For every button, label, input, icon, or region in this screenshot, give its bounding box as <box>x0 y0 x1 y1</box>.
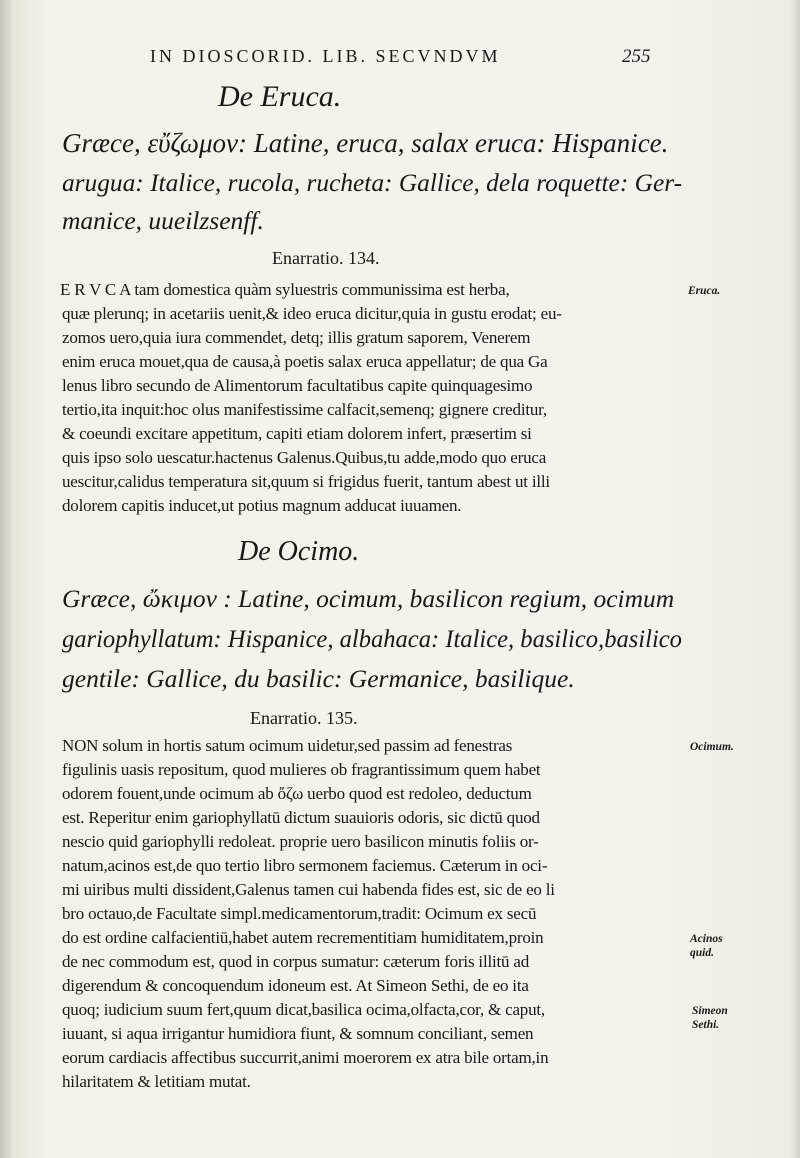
body-line: dolorem capitis inducet,ut potius magnum adducat iuuamen. <box>62 496 462 515</box>
body-line: E R V C A tam domestica quàm syluestris communissima est herba, <box>60 280 510 299</box>
page-number: 255 <box>622 46 651 67</box>
body-line: odorem fouent,unde ocimum ab ὄζω uerbo quod est redoleo, deductum <box>62 784 532 803</box>
margin-note-ocimum: Ocimum. <box>690 741 734 753</box>
synonym-line: Græce, εὔζωμον: Latine, eruca, salax eruca: Hispanice. <box>62 128 669 158</box>
body-line: de nec commodum est, quod in corpus sumatur: cæterum foris illitū ad <box>62 952 530 971</box>
body-line: quis ipso solo uescatur.hactenus Galenus.Quibus,tu adde,modo quo eruca <box>62 448 547 467</box>
body-line: NON solum in hortis satum ocimum uidetur,sed passim ad fenestras <box>62 736 513 755</box>
body-line: eorum cardiacis affectibus succurrit,animi moerorem ex atra bile ortam,in <box>62 1048 549 1067</box>
body-line: do est ordine calfacientiū,habet autem recrementitiam humiditatem,proin <box>62 928 544 947</box>
synonym-line: gentile: Gallice, du basilic: Germanice, basilique. <box>62 664 575 693</box>
body-line: iuuant, si aqua irrigantur humidiora fiunt, & somnum conciliant, semen <box>62 1024 534 1043</box>
body-line: mi uiribus multi dissident,Galenus tamen cui habenda fides est, sic de eo li <box>62 880 555 899</box>
body-line: & coeundi excitare appetitum, capiti etiam dolorem infert, præsertim si <box>62 424 532 443</box>
body-line: nescio quid gariophylli redoleat. proprie uero basilicon minutis foliis or- <box>62 832 539 851</box>
body-line: lenus libro secundo de Alimentorum facultatibus capite quinquagesimo <box>62 376 533 395</box>
synonym-line: manice, uueilzsenff. <box>62 206 264 235</box>
body-line: enim eruca mouet,qua de causa,à poetis salax eruca appellatur; de qua Ga <box>62 352 548 371</box>
body-line: uescitur,calidus temperatura sit,quum si frigidus fuerit, tantum abest ut illi <box>62 472 550 491</box>
synonym-line: Græce, ὤκιμον : Latine, ocimum, basilicon regium, ocimum <box>62 584 675 613</box>
body-line: zomos uero,quia iura commendet, detq; illis gratum saporem, Venerem <box>62 328 531 347</box>
enarratio-label: Enarratio. 135. <box>250 708 358 728</box>
body-line: bro octauo,de Facultate simpl.medicamentorum,tradit: Ocimum ex secū <box>62 904 537 923</box>
section-heading-eruca: De Eruca. <box>218 80 342 113</box>
margin-note-simeon: Simeon Sethi. <box>692 1005 728 1031</box>
body-line: hilaritatem & letitiam mutat. <box>62 1072 251 1091</box>
synonym-line: arugua: Italice, rucola, rucheta: Gallice, dela roquette: Ger- <box>62 168 683 197</box>
page-edge-shadow <box>790 0 800 1158</box>
body-line: tertio,ita inquit:hoc olus manifestissime calfacit,semenq; gignere creditur, <box>62 400 547 419</box>
margin-note-acinos: Acinos quid. <box>690 933 723 959</box>
enarratio-label: Enarratio. 134. <box>272 248 380 268</box>
page-spine-shadow <box>0 0 14 1158</box>
body-line: natum,acinos est,de quo tertio libro sermonem faciemus. Cæterum in oci- <box>62 856 548 875</box>
body-line: digerendum & concoquendum idoneum est. At Simeon Sethi, de eo ita <box>62 976 529 995</box>
synonym-line: gariophyllatum: Hispanice, albahaca: Italice, basilico,basilico <box>62 624 682 653</box>
running-head: IN DIOSCORID. LIB. SECVNDVM <box>150 46 501 66</box>
section-heading-ocimo: De Ocimo. <box>238 536 360 567</box>
body-line: quoq; iudicium suum fert,quum dicat,basilica ocima,olfacta,cor, & caput, <box>62 1000 545 1019</box>
body-line: est. Reperitur enim gariophyllatū dictum suauioris odoris, sic dictū quod <box>62 808 540 827</box>
body-line: figulinis uasis repositum, quod mulieres ob fragrantissimum quem habet <box>62 760 541 779</box>
body-line: quæ plerunq; in acetariis uenit,& ideo eruca dicitur,quia in gustu erodat; eu- <box>62 304 562 323</box>
margin-note-eruca: Eruca. <box>688 285 721 297</box>
